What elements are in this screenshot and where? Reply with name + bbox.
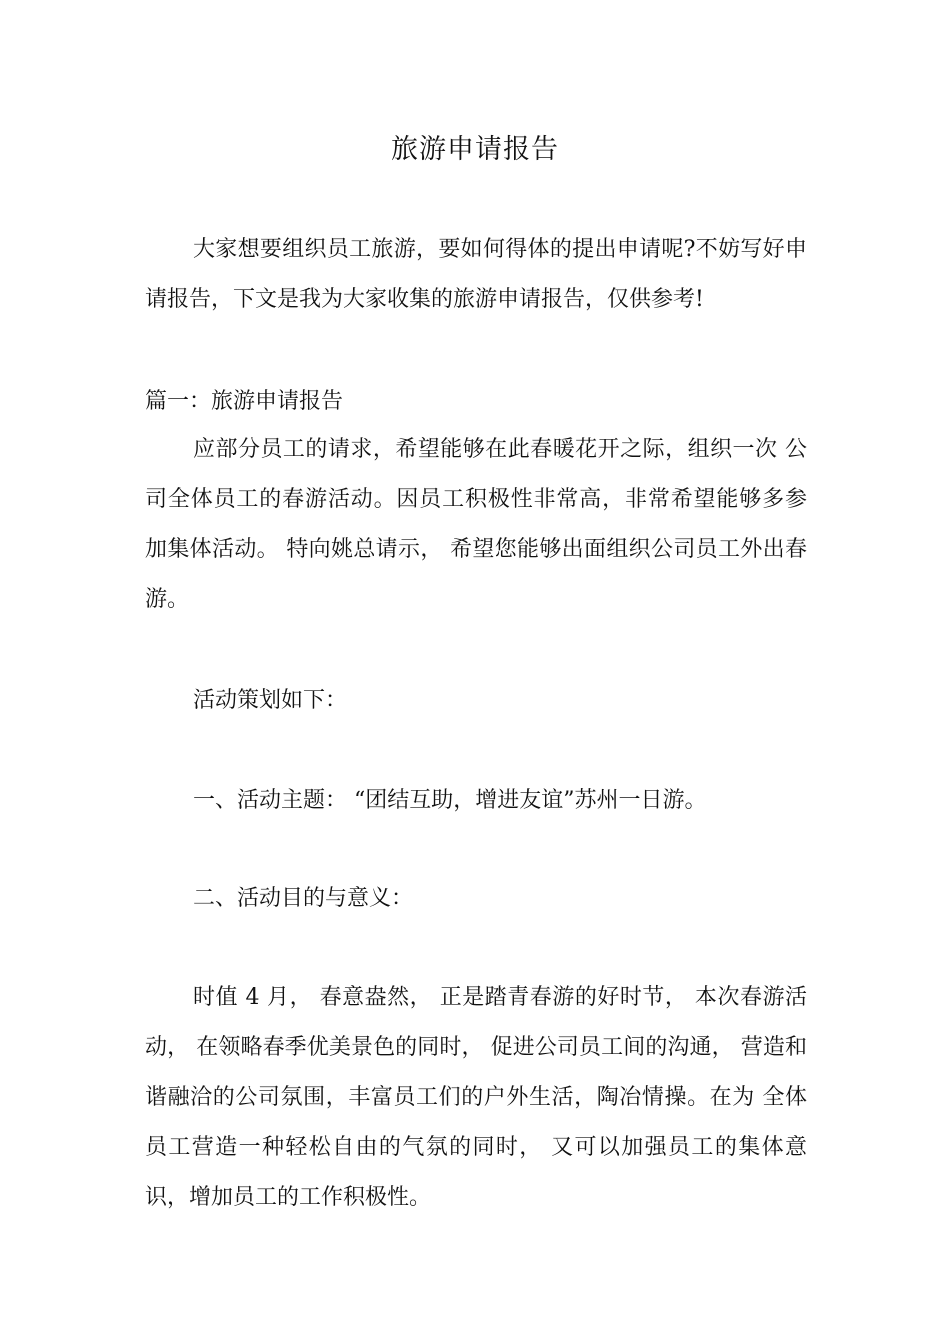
document-title: 旅游申请报告 xyxy=(391,134,559,165)
body-paragraph-purpose: 时值 4 月， 春意盎然， 正是踏青春游的好时节， 本次春游活动， 在领略春季优美景色的同时， 促进公司员工间的沟通， 营造和谐融洽的公司氛围，丰富员工们的户外生活，陶冶情操。在为 全体员工营造一种轻松自由的气氛的同时， 又可以加强员工的集体意 识，增加员工的工作积极性。 xyxy=(145,985,807,1210)
section-heading: 篇一：旅游申请报告 xyxy=(145,389,344,414)
body-paragraph-request: 应部分员工的请求，希望能够在此春暖花开之际，组织一次 公司全体员工的春游活动。因员工积极性非常高，非常希望能够多参 加集体活动。 特向姚总请示， 希望您能够出面组织公司员工外出春游。 xyxy=(145,437,807,612)
plan-heading: 活动策划如下： xyxy=(193,688,348,713)
purpose-heading: 二、活动目的与意义： xyxy=(193,886,414,911)
activity-theme-paragraph: 一、活动主题： “团结互助，增进友谊”苏州一日游。 xyxy=(193,788,707,813)
intro-paragraph: 大家想要组织员工旅游，要如何得体的提出申请呢?不妨写好申请报告，下文是我为大家收集的旅游申请报告，仅供参考! xyxy=(145,237,807,312)
